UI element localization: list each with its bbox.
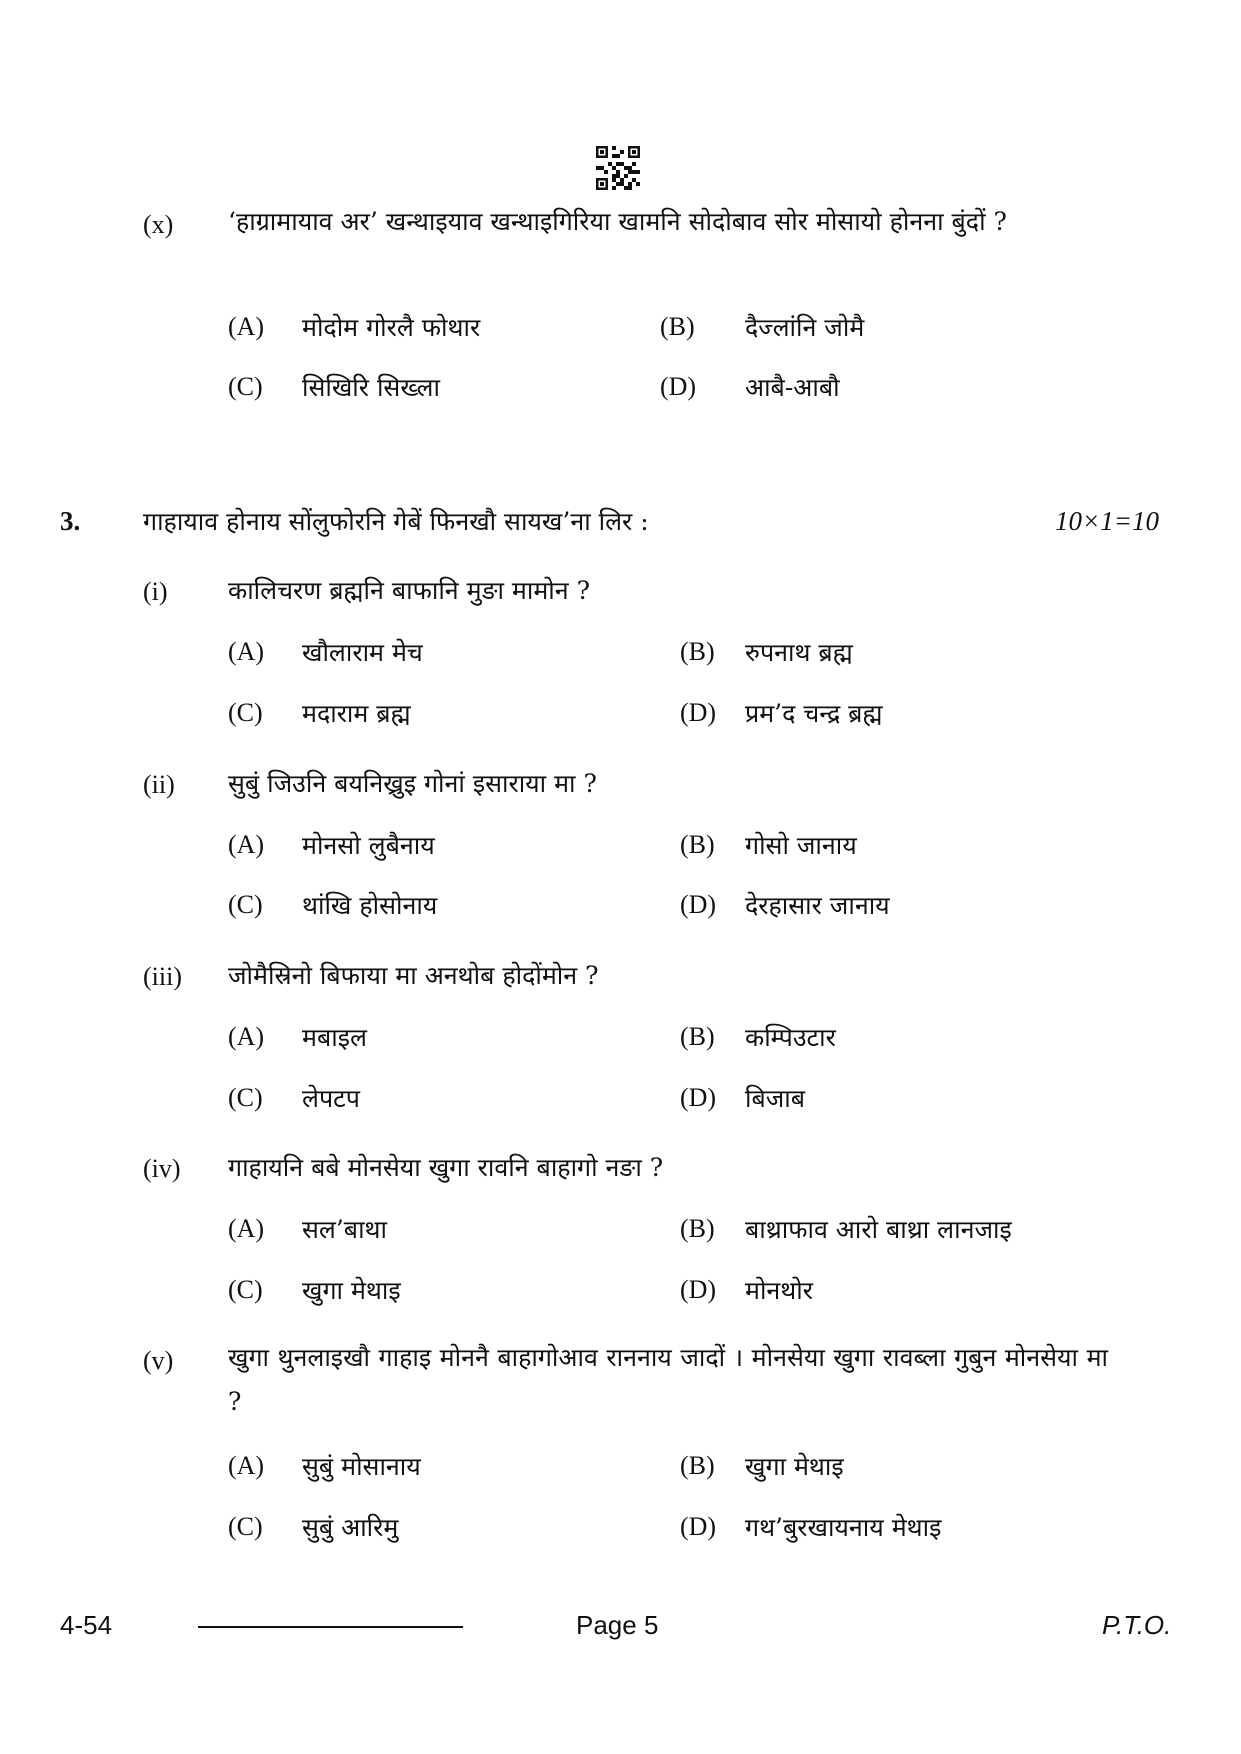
option-label: (C) (228, 1512, 263, 1541)
option-label: (C) (228, 372, 263, 401)
option-text: खुगा मेथाइ (745, 1452, 844, 1481)
option-label: (D) (680, 1275, 717, 1304)
option-text: मोनथोर (745, 1276, 813, 1305)
option-label: (D) (680, 890, 717, 919)
option-label: (B) (680, 1214, 715, 1243)
option-label: (B) (680, 637, 715, 666)
option-label: (A) (228, 830, 265, 859)
section-instruction: गाहायाव होनाय सोंलुफोरनि गेबें फिनखौ सायख’ना लिर : (143, 507, 649, 536)
question-number: (iv) (143, 1154, 181, 1183)
option-label: (D) (680, 1512, 717, 1541)
question-text: गाहायनि बबे मोनसेया खुगा रावनि बाहागो नङा ? (228, 1153, 664, 1182)
option-text: सुबुं मोसानाय (302, 1452, 421, 1481)
option-label: (B) (680, 1022, 715, 1051)
question-text: सुबुं जिउनि बयनिख्रुइ गोनां इसाराया मा ? (228, 769, 597, 798)
option-text: सुबुं आरिमु (302, 1513, 399, 1542)
option-text: कम्पिउटार (745, 1023, 836, 1052)
option-label: (A) (228, 637, 265, 666)
option-label: (A) (228, 1451, 265, 1480)
option-text: लेपटप (302, 1084, 360, 1113)
option-text: खौलाराम मेच (302, 638, 423, 667)
question-text: कालिचरण ब्रह्मनि बाफानि मुङा मामोन ? (228, 576, 590, 605)
option-text: देरहासार जानाय (745, 891, 890, 920)
footer-divider (198, 1626, 463, 1628)
option-label: (A) (228, 1214, 265, 1243)
option-text: गोसो जानाय (745, 831, 857, 860)
option-label: (C) (228, 1083, 263, 1112)
option-label: (B) (680, 830, 715, 859)
question-number: (x) (143, 210, 174, 239)
option-text: दैज्लांनि जोमै (745, 313, 865, 342)
question-text: खुगा थुनलाइखौ गाहाइ मोननै बाहागोआव राननाय जादों । मोनसेया खुगा रावब्ला गुबुन मोनसेया मा ? (228, 1343, 1108, 1416)
question-number: (ii) (143, 770, 175, 799)
option-label: (C) (228, 1275, 263, 1304)
option-label: (D) (680, 698, 717, 727)
option-text: मोदोम गोरलै फोथार (302, 313, 481, 342)
option-text: मोनसो लुबैनाय (302, 831, 435, 860)
option-label: (B) (660, 312, 695, 341)
pto-label: P.T.O. (1102, 1610, 1172, 1640)
option-text: सल’बाथा (302, 1215, 387, 1244)
option-text: खुगा मेथाइ (302, 1276, 401, 1305)
option-label: (B) (680, 1451, 715, 1480)
section-marks: 10×1=10 (1055, 506, 1159, 536)
option-label: (A) (228, 1022, 265, 1051)
option-label: (C) (228, 698, 263, 727)
question-number: (i) (143, 577, 168, 606)
option-text: मबाइल (302, 1023, 367, 1052)
option-text: मदाराम ब्रह्म (302, 699, 411, 728)
qr-code (596, 146, 640, 190)
option-label: (D) (660, 372, 697, 401)
option-label: (D) (680, 1083, 717, 1112)
option-text: बिजाब (745, 1084, 806, 1113)
question-number: (v) (143, 1346, 174, 1375)
question-text: ‘हाग्रामायाव अर’ खन्थाइयाव खन्थाइगिरिया खामनि सोदोबाव सोर मोसायो होनना बुंदों ? (228, 207, 1007, 236)
option-text: आबै-आबौ (745, 373, 840, 402)
question-text: जोमैस्रिनो बिफाया मा अनथोब होदोंमोन ? (228, 961, 599, 990)
page-number: Page 5 (576, 1610, 659, 1640)
option-text: थांखि होसोनाय (302, 891, 438, 920)
paper-code: 4-54 (60, 1610, 113, 1640)
option-text: प्रम’द चन्द्र ब्रह्म (745, 699, 883, 728)
question-number: (iii) (143, 962, 182, 991)
option-label: (C) (228, 890, 263, 919)
section-number: 3. (60, 506, 81, 536)
option-text: गथ’बुरखायनाय मेथाइ (745, 1513, 942, 1542)
option-text: बाथ्राफाव आरो बाथ्रा लानजाइ (745, 1215, 1012, 1244)
option-text: रुपनाथ ब्रह्म (745, 638, 853, 667)
option-text: सिखिरि सिख्ला (302, 373, 440, 402)
option-label: (A) (228, 312, 265, 341)
